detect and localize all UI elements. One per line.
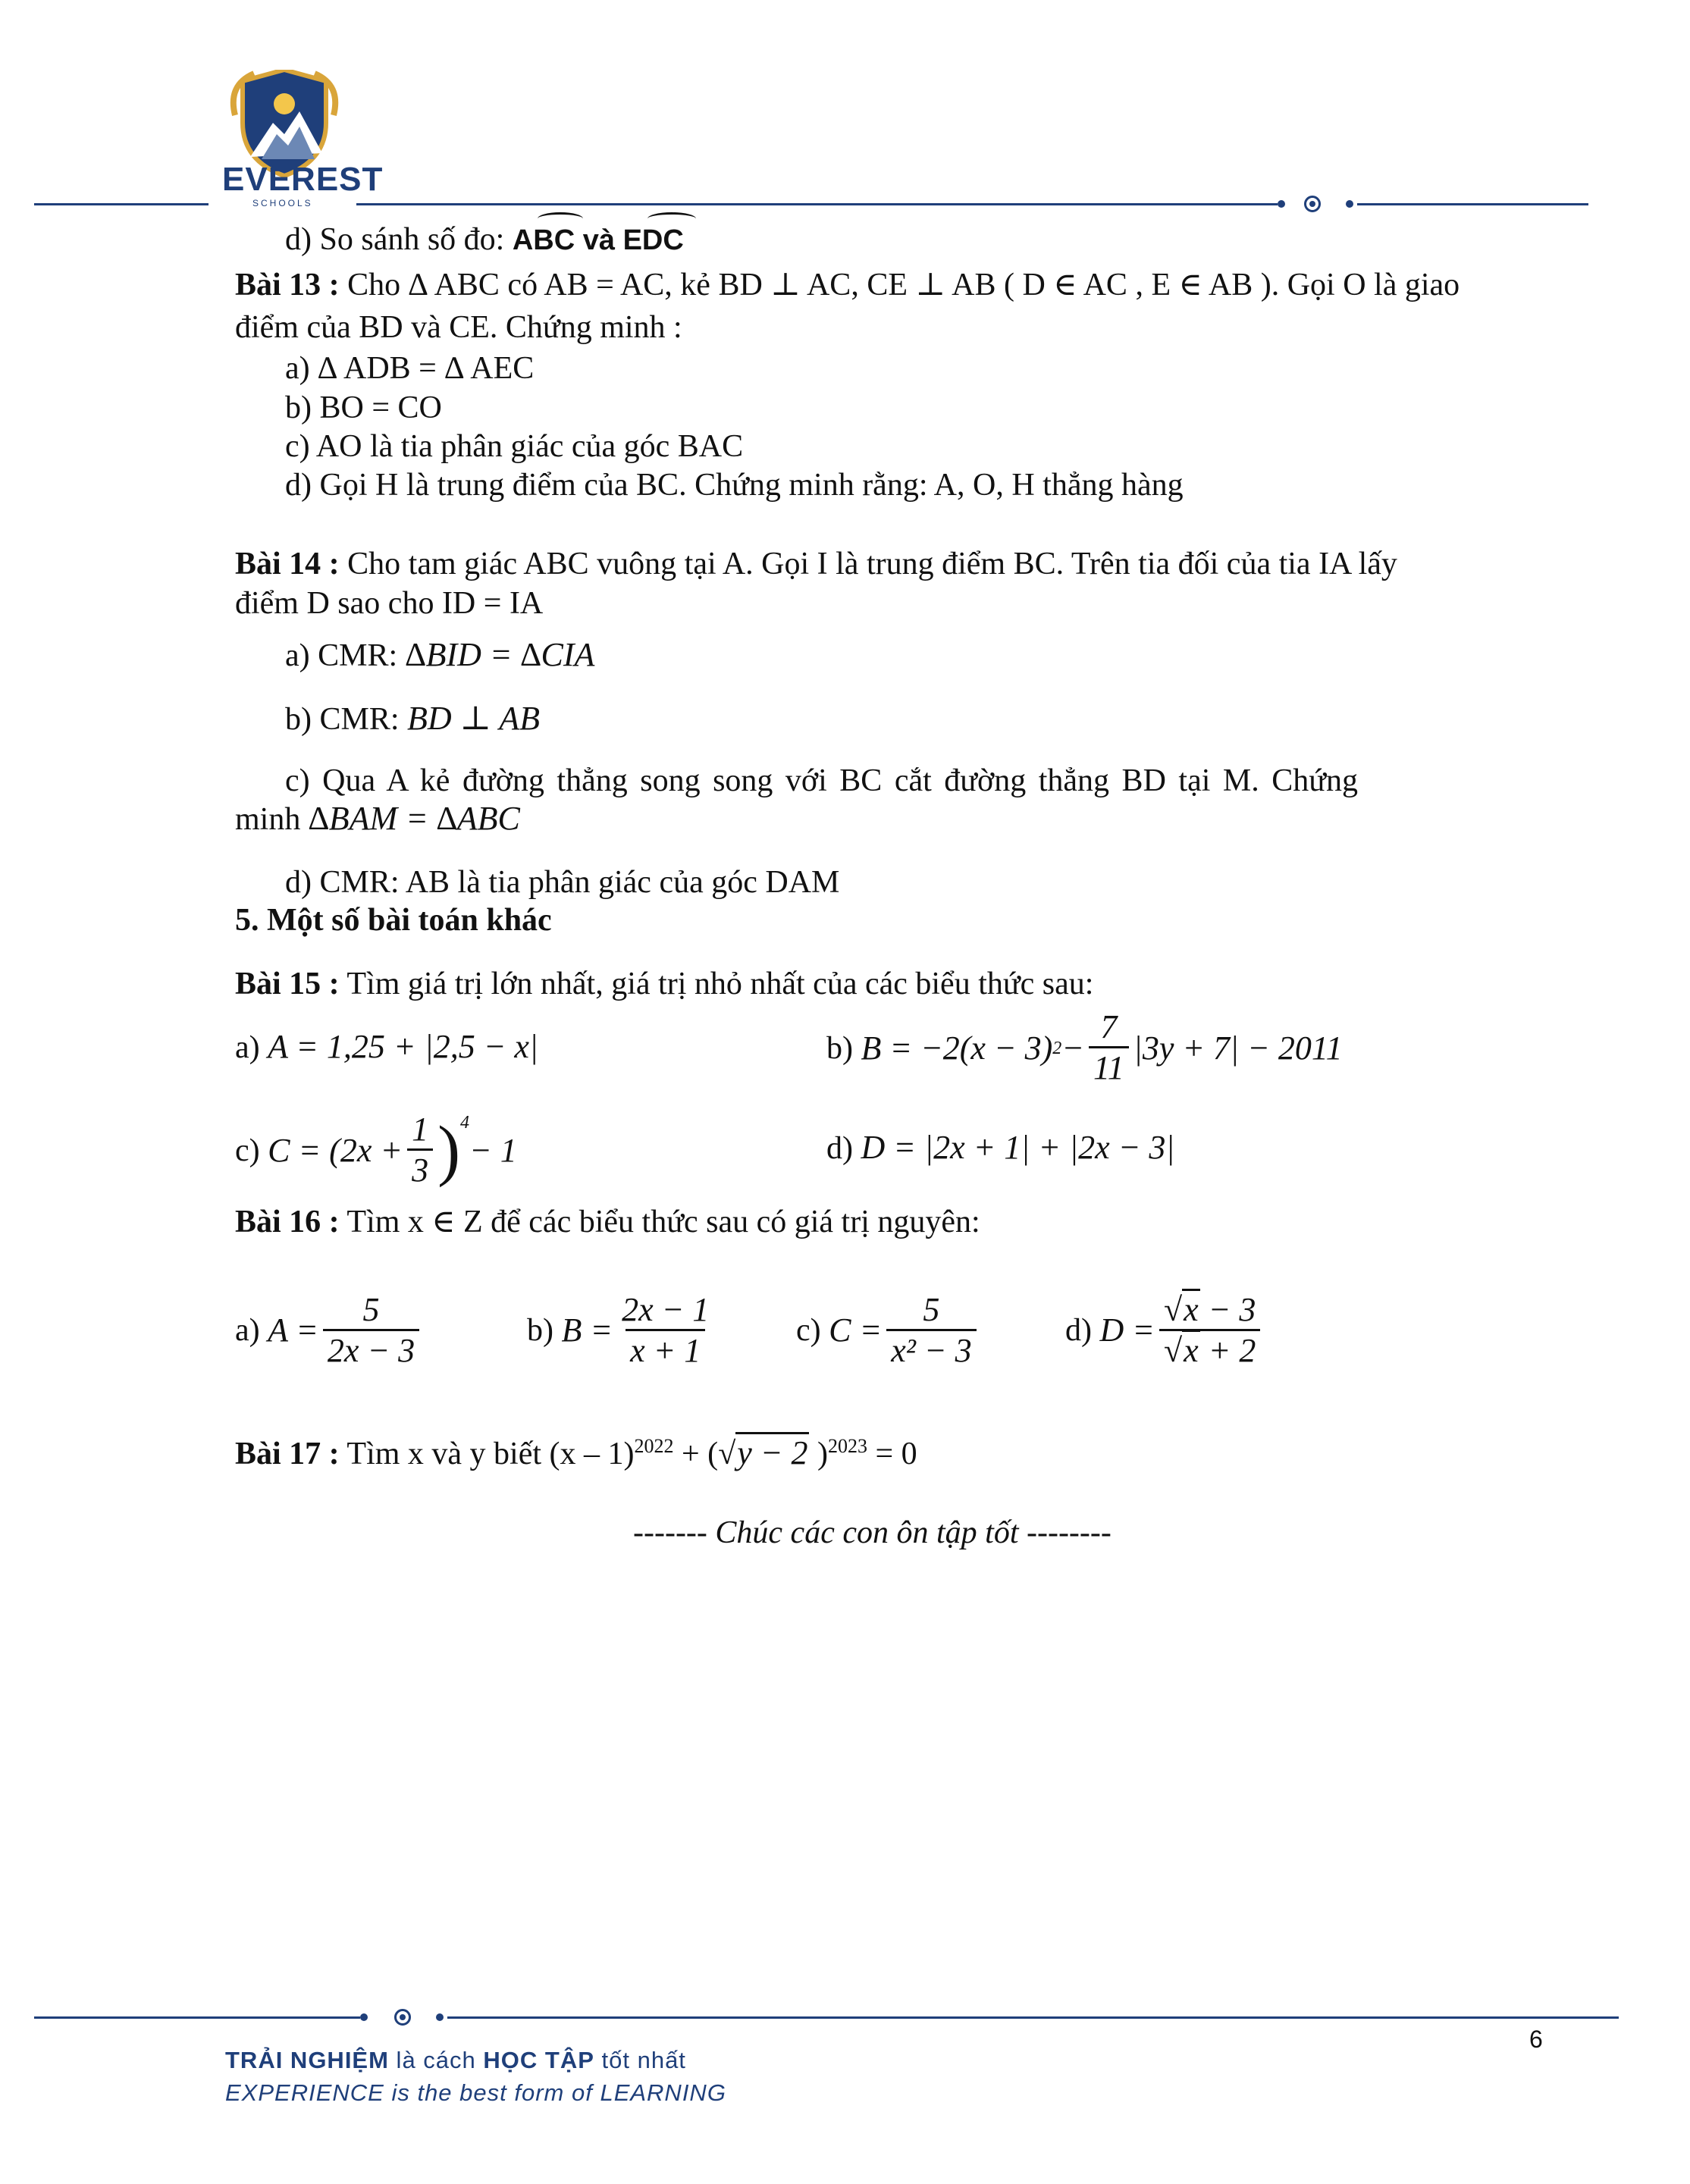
fraction-16d: $\frac{√x - 3}{√x + 2}$ [1159,1291,1260,1371]
exercise-16-d: d) D = $\frac{√x - 3}{√x + 2}$ [1065,1285,1265,1376]
exercise-14-line2: điểm D sao cho ID = IA [235,586,544,621]
header-dot-left [1278,200,1285,208]
exercise-14: Bài 14 : Cho tam giác ABC vuông tại A. Gọi I là trung điểm BC. Trên tia đối của tia IA lấy [235,547,1397,581]
item-12d: d) So sánh số đo: ABC và EDC [285,222,684,257]
footer-slogan-vi: TRẢI NGHIỆM là cách HỌC TẬP tốt nhất [225,2047,686,2073]
page-number: 6 [1529,2026,1543,2053]
footer-rule-right [447,2016,1619,2019]
exercise-14-d: d) CMR: AB là tia phân giác của góc DAM [285,865,840,900]
exercise-13-b: b) BO = CO [285,390,442,425]
fraction-7-11: $\frac{7}{11}$ [1089,1008,1129,1088]
exercise-15-a: a) A = 1,25 + |2,5 − x| [235,1028,539,1065]
fraction-16a: $\frac{5}{2x - 3}$ [323,1291,419,1371]
header-dot-right [1346,200,1353,208]
header-rule-main [356,203,1278,205]
exercise-15-c: c) C = (2x + $\frac{1}{3}$ ) $^4$ − 1 [235,1111,517,1189]
exercise-15-d: d) D = |2x + 1| + |2x − 3| [826,1129,1175,1166]
exercise-13-line2: điểm của BD và CE. Chứng minh : [235,310,682,345]
exercise-14-a: a) CMR: ∆BID = ∆CIA [285,636,595,673]
exercise-14-b: b) CMR: BD ⊥ AB [285,700,541,737]
exercise-13-d: d) Gọi H là trung điểm của BC. Chứng minh rằng: A, O, H thẳng hàng [285,468,1184,503]
exercise-15: Bài 15 : Tìm giá trị lớn nhất, giá trị nhỏ nhất của các biểu thức sau: [235,967,1094,1001]
exercise-16-a: a) A = $\frac{5}{2x - 3}$ [235,1285,424,1376]
footer-dot-left [360,2013,368,2021]
exercise-13: Bài 13 : Cho ∆ ABC có AB = AC, kẻ BD ⊥ AC, CE ⊥ AB ( D ∈ AC , E ∈ AB ). Gọi O là giao [235,268,1460,302]
exercise-13-c: c) AO là tia phân giác của góc BAC [285,429,744,464]
exercise-16-c: c) C = $\frac{5}{\text{x² − 3}}$ [796,1285,981,1376]
footer-slogan-en: EXPERIENCE is the best form of LEARNING [225,2079,726,2106]
footer-rule-left [34,2016,360,2019]
fraction-16b: $\frac{2x - 1}{x + 1}$ [622,1290,710,1369]
header-rule-right [1357,203,1588,205]
section-5-heading: 5. Một số bài toán khác [235,903,552,938]
logo-subtext: SCHOOLS [252,198,313,208]
exercise-17: Bài 17 : Tìm x và y biết (x – 1)$^{2022}$ + (√y − 2 )$^{2023}$ = 0 [235,1427,917,1474]
exercise-13-a: a) ∆ ADB = ∆ AEC [285,351,535,386]
footer-dot-right [436,2013,444,2021]
angle-hat-1 [538,212,583,225]
closing-message: ------- Chúc các con ôn tập tốt -------- [633,1515,1112,1550]
header-rule-left [34,203,209,205]
exercise-14-c-line2: minh ∆BAM = ∆ABC [235,800,520,837]
exercise-15-b: b) B = −2(x − 3) 2 − $\frac{7}{11}$ |3y + 7| − 2011 [826,1008,1343,1086]
exercise-14-c: c) Qua A kẻ đường thẳng song song với BC cắt đường thẳng BD tại M. Chứng [285,763,1359,798]
fraction-1-3: $\frac{1}{3}$ [407,1111,433,1190]
header-ring-icon [1304,196,1321,212]
footer-ring-icon [394,2009,411,2026]
logo-text: EVEREST [222,161,384,198]
angle-hat-2 [647,212,696,225]
angles-text: ABC và EDC [512,224,684,256]
exercise-16: Bài 16 : Tìm x ∈ Z để các biểu thức sau có giá trị nguyên: [235,1205,980,1239]
fraction-16c: $\frac{5}{\text{x² − 3}}$ [886,1291,976,1371]
exercise-16-b: b) B = $\frac{2x - 1}{x + 1}$ [527,1285,718,1376]
